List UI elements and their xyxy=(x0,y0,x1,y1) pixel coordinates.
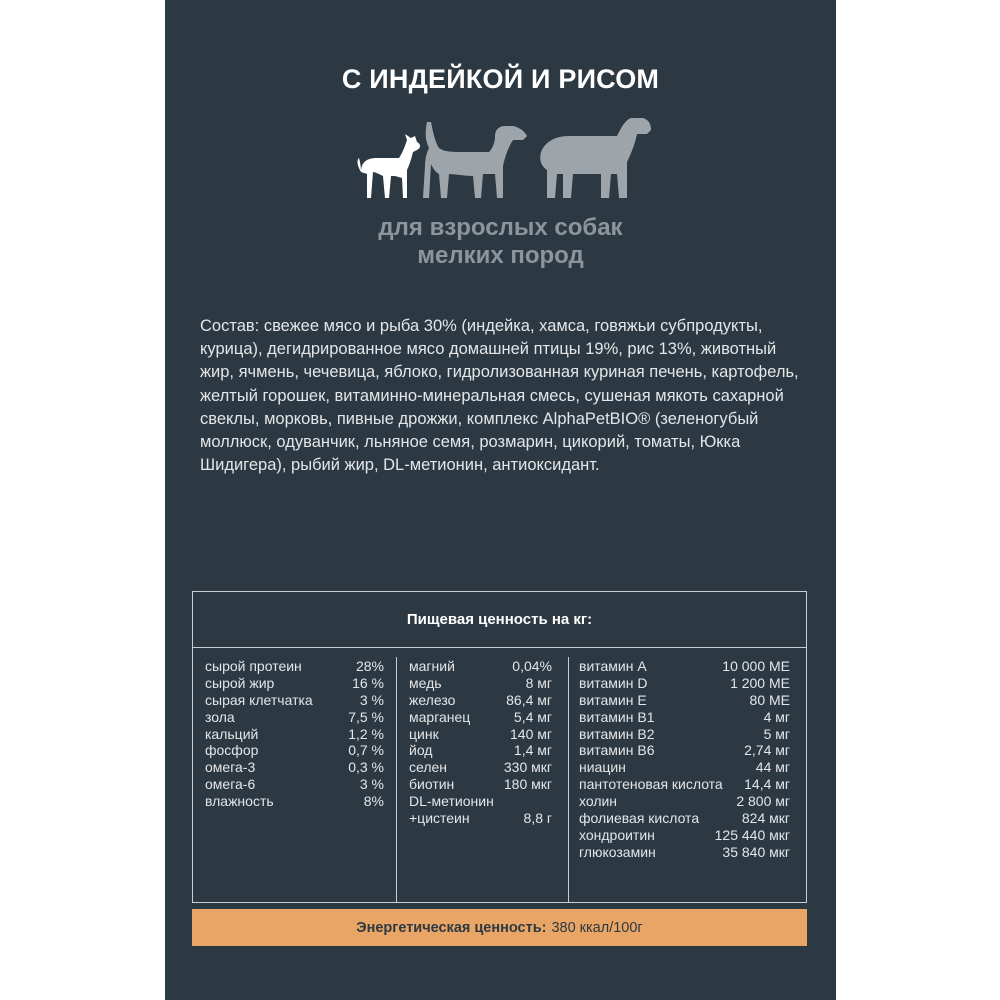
nutrient-row xyxy=(397,726,568,743)
nutrient-name: витамин D xyxy=(579,674,648,691)
nutrient-name: селен xyxy=(409,759,448,776)
nutrient-name: витамин В2 xyxy=(579,725,655,742)
energy-value: 380 ккал/100г xyxy=(551,919,643,936)
nutrient-row xyxy=(193,793,396,810)
nutrient-value: 5 мг xyxy=(763,725,790,742)
nutrient-value: 14,4 мг xyxy=(744,776,790,793)
nutrient-name: йод xyxy=(409,742,433,759)
nutrient-row xyxy=(397,776,568,793)
nutrient-row xyxy=(569,827,808,844)
nutrient-name: омега-3 xyxy=(205,759,256,776)
dog-size-icons xyxy=(355,112,655,202)
nutrient-value: 140 мг xyxy=(510,725,552,742)
nutrient-row xyxy=(193,709,396,726)
package-panel xyxy=(165,0,836,1000)
nutrient-row xyxy=(569,692,808,709)
medium-dog-icon xyxy=(423,122,527,198)
product-title: С ИНДЕЙКОЙ И РИСОМ xyxy=(341,64,660,94)
nutrient-value: 5,4 мг xyxy=(513,708,552,725)
nutrient-value: 330 мкг xyxy=(503,759,552,776)
nutrient-name: кальций xyxy=(205,725,259,742)
nutrient-value: 1 200 МЕ xyxy=(730,674,790,691)
nutrition-rows xyxy=(397,657,568,827)
energy-value-bar xyxy=(192,909,807,946)
nutrient-value: 8,8 г xyxy=(523,810,552,827)
nutrient-row xyxy=(397,759,568,776)
nutrient-name: витамин А xyxy=(579,658,647,674)
nutrient-value: 80 МЕ xyxy=(749,691,790,708)
nutrient-name: витамин Е xyxy=(579,691,647,708)
nutrient-value: 0,3 % xyxy=(348,759,384,776)
nutrient-row xyxy=(193,675,396,692)
nutrient-row xyxy=(569,658,808,675)
nutrient-row xyxy=(397,709,568,726)
nutrient-value: 2 800 мг xyxy=(736,793,790,810)
nutrient-value: 8% xyxy=(363,793,384,810)
nutrient-name: влажность xyxy=(205,793,274,810)
nutrition-rows xyxy=(193,657,396,810)
nutrient-row xyxy=(397,793,568,810)
nutrient-name: биотин xyxy=(409,776,455,793)
nutrient-row xyxy=(569,810,808,827)
nutrient-row xyxy=(397,810,568,827)
nutrient-value: 16 % xyxy=(352,674,384,691)
nutrient-name: сырой протеин xyxy=(205,658,302,674)
target-audience xyxy=(165,214,836,270)
nutrition-column-vitamins xyxy=(569,657,808,902)
large-dog-icon xyxy=(540,118,651,198)
nutrient-name: сырая клетчатка xyxy=(205,691,313,708)
nutrient-value: 3 % xyxy=(359,691,384,708)
nutrient-name: ниацин xyxy=(579,759,626,776)
nutrient-row xyxy=(397,692,568,709)
nutrition-rows xyxy=(569,657,808,861)
nutrient-value: 180 мкг xyxy=(503,776,552,793)
nutrient-name: сырой жир xyxy=(205,674,275,691)
nutrient-name: магний xyxy=(409,658,455,674)
nutrient-name: медь xyxy=(409,674,442,691)
nutrient-row xyxy=(193,726,396,743)
nutrient-name: витамин В6 xyxy=(579,742,655,759)
nutrient-row xyxy=(569,759,808,776)
nutrient-value: 10 000 МЕ xyxy=(722,658,790,674)
composition-text: Состав: свежее мясо и рыба 30% (индейка, хамса, говяжьи субпродукты, курица), дегидрированное мясо домашней птицы 19%, рис 13%, животный жир, ячмень, чечевица, яблоко, гидролизованная куриная печень, картофель, желтый горошек, витаминно-минеральная смесь, сушеная мякоть сахарной свеклы, морковь, пивные дрожжи, комплекс AlphaPetBIO® (зеленогубый моллюск, одуванчик, льняное семя, розмарин, цикорий, томаты, Юкка Шидигера), рыбий жир, DL-метионин, антиоксидант. xyxy=(200,317,799,475)
nutrient-value: 1,4 мг xyxy=(513,742,552,759)
nutrient-name: витамин В1 xyxy=(579,708,655,725)
nutrient-name: холин xyxy=(579,793,618,810)
nutrient-name: DL-метионин xyxy=(409,793,494,810)
nutrient-row xyxy=(193,742,396,759)
nutrient-row xyxy=(569,675,808,692)
nutrient-value: 2,74 мг xyxy=(744,742,790,759)
nutrition-table-header: Пищевая ценность на кг: xyxy=(193,592,806,648)
nutrient-name: фосфор xyxy=(205,742,259,759)
nutrient-name: +цистеин xyxy=(409,810,470,827)
nutrition-table xyxy=(192,591,807,903)
nutrient-value: 44 мг xyxy=(755,759,790,776)
nutrient-row xyxy=(569,726,808,743)
nutrient-name: глюкозамин xyxy=(579,843,656,860)
nutrient-row xyxy=(193,776,396,793)
nutrient-value: 824 мкг xyxy=(741,810,790,827)
nutrient-value: 35 840 мкг xyxy=(722,843,790,860)
nutrient-row xyxy=(569,742,808,759)
nutrient-value: 3 % xyxy=(359,776,384,793)
subtitle-line-2: мелких пород xyxy=(417,242,584,269)
nutrient-value: 4 мг xyxy=(763,708,790,725)
subtitle-line-1: для взрослых собак xyxy=(378,214,623,241)
nutrient-value: 7,5 % xyxy=(348,708,384,725)
energy-label: Энергетическая ценность: xyxy=(356,919,547,936)
nutrient-row xyxy=(569,844,808,861)
nutrition-column-macro xyxy=(193,657,397,902)
nutrient-value: 1,2 % xyxy=(348,725,384,742)
nutrient-value: 86,4 мг xyxy=(506,691,552,708)
nutrient-name: фолиевая кислота xyxy=(579,810,700,827)
nutrient-name: зола xyxy=(205,708,235,725)
nutrient-row xyxy=(397,658,568,675)
nutrient-name: омега-6 xyxy=(205,776,256,793)
nutrient-value: 8 мг xyxy=(525,674,552,691)
nutrient-name: цинк xyxy=(409,725,439,742)
nutrient-value: 28% xyxy=(355,658,384,674)
nutrient-name: железо xyxy=(409,691,456,708)
nutrient-row xyxy=(569,709,808,726)
nutrient-row xyxy=(193,759,396,776)
nutrient-name: хондроитин xyxy=(579,826,655,843)
nutrient-row xyxy=(193,692,396,709)
nutrient-row xyxy=(569,776,808,793)
nutrient-value: 125 440 мкг xyxy=(714,826,790,843)
small-dog-icon xyxy=(358,134,421,198)
nutrient-name: пантотеновая кислота xyxy=(579,776,723,793)
nutrition-column-minerals xyxy=(397,657,569,902)
nutrient-row xyxy=(397,675,568,692)
nutrient-row xyxy=(397,742,568,759)
nutrient-row xyxy=(193,658,396,675)
nutrient-row xyxy=(569,793,808,810)
nutrient-value: 0,7 % xyxy=(348,742,384,759)
nutrient-name: марганец xyxy=(409,708,471,725)
nutrient-value: 0,04% xyxy=(512,658,552,674)
